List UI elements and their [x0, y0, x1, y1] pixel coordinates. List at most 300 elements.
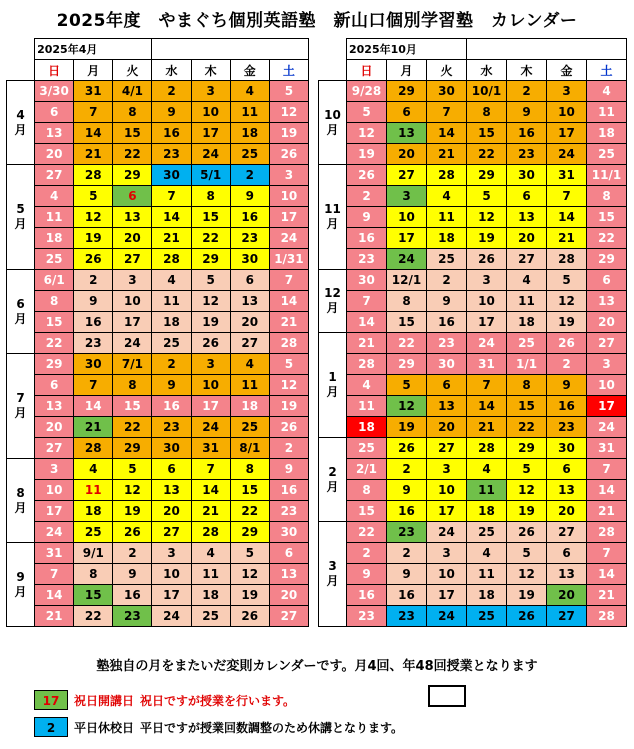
day-cell: 26	[387, 438, 427, 459]
day-cell: 16	[74, 312, 113, 333]
day-cell: 12	[113, 480, 152, 501]
day-cell: 18	[74, 501, 113, 522]
day-cell: 23	[387, 522, 427, 543]
day-cell: 24	[587, 417, 627, 438]
day-cell: 23	[113, 606, 152, 627]
day-cell: 3	[191, 81, 230, 102]
day-cell: 2	[547, 354, 587, 375]
day-cell: 11	[191, 564, 230, 585]
day-cell: 6/1	[35, 270, 74, 291]
weekday-header: 日	[347, 60, 387, 81]
day-cell: 28	[269, 333, 308, 354]
day-cell: 21	[587, 501, 627, 522]
month-label: 8 月	[7, 459, 35, 543]
day-cell: 2	[427, 270, 467, 291]
day-cell: 19	[74, 228, 113, 249]
day-cell: 9/28	[347, 81, 387, 102]
day-cell: 3	[113, 270, 152, 291]
day-cell: 6	[547, 459, 587, 480]
weekday-header: 木	[191, 60, 230, 81]
day-cell: 5	[507, 459, 547, 480]
day-cell: 14	[191, 480, 230, 501]
day-cell: 15	[113, 123, 152, 144]
day-cell: 20	[507, 228, 547, 249]
day-cell: 4	[467, 543, 507, 564]
day-cell: 11	[74, 480, 113, 501]
day-cell: 5	[547, 270, 587, 291]
day-cell: 24	[191, 144, 230, 165]
day-cell: 28	[587, 606, 627, 627]
day-cell: 8	[74, 564, 113, 585]
day-cell: 25	[191, 606, 230, 627]
day-cell: 14	[152, 207, 191, 228]
month-header: 2025年4月	[35, 39, 152, 60]
day-cell: 20	[427, 417, 467, 438]
day-cell: 12	[230, 564, 269, 585]
day-cell: 2	[152, 81, 191, 102]
day-cell: 11/1	[587, 165, 627, 186]
day-cell: 9	[152, 375, 191, 396]
day-cell: 18	[35, 228, 74, 249]
month-label: 11 月	[319, 165, 347, 270]
day-cell: 25	[507, 333, 547, 354]
day-cell: 2	[269, 438, 308, 459]
day-cell: 9	[74, 291, 113, 312]
day-cell: 27	[547, 606, 587, 627]
day-cell: 28	[427, 165, 467, 186]
month-header: 2025年10月	[347, 39, 467, 60]
day-cell: 29	[387, 354, 427, 375]
day-cell: 20	[387, 144, 427, 165]
day-cell: 24	[387, 249, 427, 270]
day-cell: 17	[191, 396, 230, 417]
weekday-header: 月	[74, 60, 113, 81]
day-cell: 29	[387, 81, 427, 102]
day-cell: 27	[35, 438, 74, 459]
day-cell: 10	[35, 480, 74, 501]
legend-text: 平日ですが授業回数調整のため休講となります。	[140, 720, 404, 735]
day-cell: 26	[507, 606, 547, 627]
day-cell: 3	[35, 459, 74, 480]
day-cell: 28	[152, 249, 191, 270]
day-cell: 30	[230, 249, 269, 270]
day-cell: 6	[507, 186, 547, 207]
day-cell: 22	[347, 522, 387, 543]
day-cell: 27	[269, 606, 308, 627]
weekday-header: 火	[113, 60, 152, 81]
day-cell: 21	[587, 585, 627, 606]
day-cell: 9	[547, 375, 587, 396]
day-cell: 28	[547, 249, 587, 270]
day-cell: 31	[74, 81, 113, 102]
header-blank	[152, 39, 309, 60]
day-cell: 18	[427, 228, 467, 249]
day-cell: 8	[191, 186, 230, 207]
day-cell: 6	[113, 186, 152, 207]
day-cell: 16	[347, 585, 387, 606]
day-cell: 5	[269, 81, 308, 102]
day-cell: 1/1	[507, 354, 547, 375]
weekday-header: 金	[230, 60, 269, 81]
day-cell: 25	[467, 606, 507, 627]
day-cell: 21	[74, 144, 113, 165]
day-cell: 2	[387, 459, 427, 480]
day-cell: 29	[113, 438, 152, 459]
day-cell: 4	[35, 186, 74, 207]
day-cell: 21	[74, 417, 113, 438]
calendar-right	[318, 38, 627, 627]
day-cell: 23	[347, 249, 387, 270]
day-cell: 22	[587, 228, 627, 249]
day-cell: 25	[74, 522, 113, 543]
day-cell: 11	[347, 396, 387, 417]
day-cell: 11	[230, 375, 269, 396]
day-cell: 6	[152, 459, 191, 480]
day-cell: 13	[507, 207, 547, 228]
day-cell: 21	[35, 606, 74, 627]
day-cell: 3	[427, 459, 467, 480]
day-cell: 20	[35, 144, 74, 165]
day-cell: 9	[152, 102, 191, 123]
day-cell: 25	[152, 333, 191, 354]
legend-holiday-open	[34, 689, 295, 711]
day-cell: 11	[152, 291, 191, 312]
day-cell: 20	[35, 417, 74, 438]
day-cell: 3	[387, 186, 427, 207]
day-cell: 13	[152, 480, 191, 501]
day-cell: 5	[269, 354, 308, 375]
day-cell: 7	[467, 375, 507, 396]
day-cell: 24	[269, 228, 308, 249]
day-cell: 14	[587, 480, 627, 501]
day-cell: 14	[35, 585, 74, 606]
month-label: 1 月	[319, 333, 347, 438]
day-cell: 31	[467, 354, 507, 375]
day-cell: 8	[347, 480, 387, 501]
day-cell: 6	[269, 543, 308, 564]
day-cell: 4	[152, 270, 191, 291]
day-cell: 11	[507, 291, 547, 312]
day-cell: 3	[547, 81, 587, 102]
legend-label: 平日休校日	[74, 720, 135, 735]
day-cell: 4	[230, 81, 269, 102]
calendar-left	[6, 38, 309, 627]
day-cell: 21	[191, 501, 230, 522]
day-cell: 18	[230, 123, 269, 144]
month-label: 3 月	[319, 522, 347, 627]
month-label: 9 月	[7, 543, 35, 627]
day-cell: 9	[387, 480, 427, 501]
day-cell: 27	[152, 522, 191, 543]
day-cell: 12	[507, 480, 547, 501]
calendar-note: 塾独自の月をまたいだ変則カレンダーです。月4回、年48回授業となります	[96, 659, 538, 674]
day-cell: 5	[347, 102, 387, 123]
day-cell: 2	[507, 81, 547, 102]
day-cell: 22	[387, 333, 427, 354]
day-cell: 2	[113, 543, 152, 564]
day-cell: 3	[152, 543, 191, 564]
day-cell: 23	[152, 144, 191, 165]
day-cell: 16	[507, 123, 547, 144]
day-cell: 7	[74, 375, 113, 396]
day-cell: 20	[113, 228, 152, 249]
day-cell: 12	[269, 375, 308, 396]
day-cell: 6	[587, 270, 627, 291]
day-cell: 30	[427, 81, 467, 102]
day-cell: 12	[507, 564, 547, 585]
day-cell: 18	[152, 312, 191, 333]
day-cell: 4	[191, 543, 230, 564]
day-cell: 16	[269, 480, 308, 501]
day-cell: 25	[230, 417, 269, 438]
day-cell: 17	[467, 312, 507, 333]
day-cell: 26	[467, 249, 507, 270]
day-cell: 16	[230, 207, 269, 228]
day-cell: 5/1	[191, 165, 230, 186]
day-cell: 10	[191, 375, 230, 396]
weekday-header: 金	[547, 60, 587, 81]
day-cell: 10/1	[467, 81, 507, 102]
day-cell: 8	[35, 291, 74, 312]
day-cell: 26	[269, 417, 308, 438]
month-label: 10 月	[319, 81, 347, 165]
day-cell: 4	[507, 270, 547, 291]
day-cell: 18	[587, 123, 627, 144]
day-cell: 4	[467, 459, 507, 480]
day-cell: 23	[387, 606, 427, 627]
day-cell: 16	[113, 585, 152, 606]
day-cell: 6	[387, 102, 427, 123]
day-cell: 7	[35, 564, 74, 585]
day-cell: 22	[191, 228, 230, 249]
day-cell: 25	[347, 438, 387, 459]
day-cell: 3	[587, 354, 627, 375]
day-cell: 9	[269, 459, 308, 480]
day-cell: 23	[74, 333, 113, 354]
day-cell: 26	[547, 333, 587, 354]
day-cell: 5	[507, 543, 547, 564]
day-cell: 15	[230, 480, 269, 501]
day-cell: 21	[269, 312, 308, 333]
day-cell: 12	[347, 123, 387, 144]
day-cell: 31	[191, 438, 230, 459]
day-cell: 4	[347, 375, 387, 396]
day-cell: 28	[74, 165, 113, 186]
day-cell: 5	[74, 186, 113, 207]
day-cell: 30	[152, 438, 191, 459]
day-cell: 29	[230, 522, 269, 543]
day-cell: 3	[427, 543, 467, 564]
day-cell: 29	[587, 249, 627, 270]
day-cell: 30	[269, 522, 308, 543]
day-cell: 27	[427, 438, 467, 459]
day-cell: 8	[230, 459, 269, 480]
day-cell: 23	[152, 417, 191, 438]
day-cell: 15	[35, 312, 74, 333]
day-cell: 4	[587, 81, 627, 102]
day-cell: 10	[113, 291, 152, 312]
day-cell: 11	[467, 480, 507, 501]
day-cell: 17	[35, 501, 74, 522]
day-cell: 23	[347, 606, 387, 627]
day-cell: 17	[113, 312, 152, 333]
day-cell: 21	[347, 333, 387, 354]
day-cell: 19	[191, 312, 230, 333]
day-cell: 17	[269, 207, 308, 228]
weekday-header: 水	[152, 60, 191, 81]
day-cell: 9	[387, 564, 427, 585]
day-cell: 13	[35, 396, 74, 417]
day-cell: 20	[547, 585, 587, 606]
day-cell: 22	[507, 417, 547, 438]
day-cell: 6	[35, 102, 74, 123]
day-cell: 13	[35, 123, 74, 144]
month-label: 5 月	[7, 165, 35, 270]
day-cell: 25	[427, 249, 467, 270]
day-cell: 17	[587, 396, 627, 417]
day-cell: 28	[347, 354, 387, 375]
day-cell: 19	[269, 123, 308, 144]
day-cell: 2	[230, 165, 269, 186]
day-cell: 30	[507, 165, 547, 186]
day-cell: 15	[587, 207, 627, 228]
day-cell: 15	[507, 396, 547, 417]
legend-weekday-closed	[34, 716, 403, 738]
weekday-header: 火	[427, 60, 467, 81]
day-cell: 2	[152, 354, 191, 375]
day-cell: 9/1	[74, 543, 113, 564]
day-cell: 14	[74, 396, 113, 417]
day-cell: 24	[427, 606, 467, 627]
day-cell: 8/1	[230, 438, 269, 459]
day-cell: 28	[191, 522, 230, 543]
day-cell: 7	[587, 543, 627, 564]
day-cell: 25	[587, 144, 627, 165]
day-cell: 14	[269, 291, 308, 312]
day-cell: 7	[547, 186, 587, 207]
day-cell: 10	[269, 186, 308, 207]
day-cell: 19	[507, 585, 547, 606]
day-cell: 27	[113, 249, 152, 270]
day-cell: 19	[347, 144, 387, 165]
day-cell: 19	[230, 585, 269, 606]
day-cell: 16	[387, 585, 427, 606]
day-cell: 13	[387, 123, 427, 144]
day-cell: 28	[587, 522, 627, 543]
day-cell: 16	[547, 396, 587, 417]
day-cell: 18	[467, 585, 507, 606]
day-cell: 11	[230, 102, 269, 123]
month-label: 7 月	[7, 354, 35, 459]
day-cell: 15	[113, 396, 152, 417]
day-cell: 14	[347, 312, 387, 333]
day-cell: 5	[467, 186, 507, 207]
day-cell: 9	[113, 564, 152, 585]
day-cell: 31	[547, 165, 587, 186]
day-cell: 19	[467, 228, 507, 249]
day-cell: 17	[427, 501, 467, 522]
day-cell: 8	[467, 102, 507, 123]
day-cell: 5	[191, 270, 230, 291]
day-cell: 3	[269, 165, 308, 186]
day-cell: 2	[347, 186, 387, 207]
day-cell: 1/31	[269, 249, 308, 270]
day-cell: 3	[467, 270, 507, 291]
day-cell: 18	[347, 417, 387, 438]
day-cell: 5	[230, 543, 269, 564]
day-cell: 3	[191, 354, 230, 375]
day-cell: 20	[587, 312, 627, 333]
day-cell: 30	[74, 354, 113, 375]
day-cell: 23	[427, 333, 467, 354]
day-cell: 23	[269, 501, 308, 522]
day-cell: 22	[113, 417, 152, 438]
day-cell: 16	[387, 501, 427, 522]
day-cell: 11	[427, 207, 467, 228]
day-cell: 30	[547, 438, 587, 459]
day-cell: 12	[191, 291, 230, 312]
day-cell: 13	[427, 396, 467, 417]
day-cell: 13	[230, 291, 269, 312]
day-cell: 12	[547, 291, 587, 312]
day-cell: 13	[269, 564, 308, 585]
day-cell: 9	[427, 291, 467, 312]
day-cell: 16	[152, 396, 191, 417]
day-cell: 4	[427, 186, 467, 207]
page-title: 2025年度 やまぐち個別英語塾 新山口個別学習塾 カレンダー	[56, 11, 578, 31]
day-cell: 14	[467, 396, 507, 417]
day-cell: 5	[387, 375, 427, 396]
day-cell: 6	[547, 543, 587, 564]
day-cell: 7	[587, 459, 627, 480]
day-cell: 8	[113, 102, 152, 123]
weekday-header: 日	[35, 60, 74, 81]
day-cell: 7/1	[113, 354, 152, 375]
weekday-header: 水	[467, 60, 507, 81]
day-cell: 5	[113, 459, 152, 480]
day-cell: 27	[387, 165, 427, 186]
day-cell: 13	[587, 291, 627, 312]
day-cell: 12	[387, 396, 427, 417]
day-cell: 17	[152, 585, 191, 606]
day-cell: 26	[269, 144, 308, 165]
day-cell: 23	[507, 144, 547, 165]
day-cell: 17	[191, 123, 230, 144]
day-cell: 9	[507, 102, 547, 123]
day-cell: 22	[467, 144, 507, 165]
day-cell: 30	[152, 165, 191, 186]
day-cell: 24	[113, 333, 152, 354]
day-cell: 25	[230, 144, 269, 165]
day-cell: 2	[347, 543, 387, 564]
day-cell: 29	[191, 249, 230, 270]
day-cell: 19	[507, 501, 547, 522]
day-cell: 29	[35, 354, 74, 375]
day-cell: 21	[427, 144, 467, 165]
day-cell: 17	[427, 585, 467, 606]
day-cell: 4/1	[113, 81, 152, 102]
legend-label: 祝日開講日	[74, 693, 135, 708]
day-cell: 13	[547, 564, 587, 585]
legend-swatch-green: 17	[34, 690, 68, 710]
day-cell: 29	[507, 438, 547, 459]
day-cell: 22	[113, 144, 152, 165]
day-cell: 14	[427, 123, 467, 144]
day-cell: 25	[467, 522, 507, 543]
day-cell: 23	[547, 417, 587, 438]
day-cell: 3/30	[35, 81, 74, 102]
day-cell: 24	[35, 522, 74, 543]
